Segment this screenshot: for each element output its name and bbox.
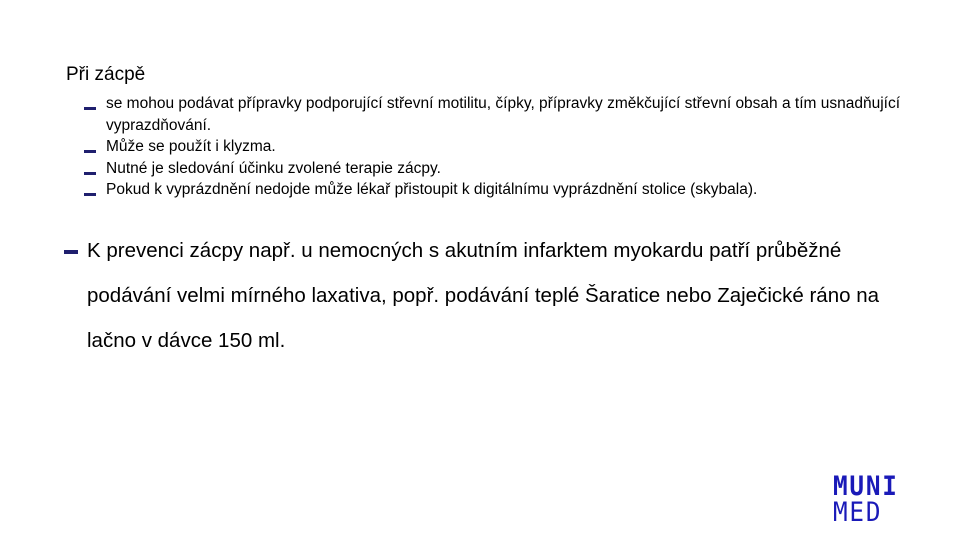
logo-line-muni: MUNI xyxy=(833,471,899,502)
dash-bullet-icon xyxy=(84,172,96,175)
muni-med-logo xyxy=(833,471,899,528)
dash-bullet-icon xyxy=(64,250,78,254)
list-item xyxy=(84,158,914,180)
bullet-list xyxy=(84,93,914,201)
dash-bullet-icon xyxy=(84,150,96,153)
list-item-text: Pokud k vyprázdnění nedojde může lékař přistoupit k digitálnímu vyprázdnění stolice (skybala). xyxy=(106,181,758,198)
list-item xyxy=(84,93,914,136)
list-item-text: Nutné je sledování účinku zvolené terapie zácpy. xyxy=(106,159,441,177)
paragraph-text: K prevenci zácpy např. u nemocných s akutním infarktem myokardu patří průběžné podávání velmi mírného laxativa, popř. podávání teplé Šaratice nebo Zaječické ráno na lačno v dávce 150 ml. xyxy=(87,239,880,352)
dash-bullet-icon xyxy=(84,107,96,110)
list-item xyxy=(84,136,914,158)
dash-bullet-icon xyxy=(84,193,96,196)
list-item-text: se mohou podávat přípravky podporující střevní motilitu, čípky, přípravky změkčující střevní obsah a tím usnadňující vyprazdňování. xyxy=(106,95,901,134)
section-heading: Při zácpě xyxy=(66,64,146,85)
list-item xyxy=(84,179,914,201)
logo-line-med: MED xyxy=(833,497,883,528)
prevention-paragraph xyxy=(64,228,917,363)
list-item-text: Může se použít i klyzma. xyxy=(106,138,276,155)
